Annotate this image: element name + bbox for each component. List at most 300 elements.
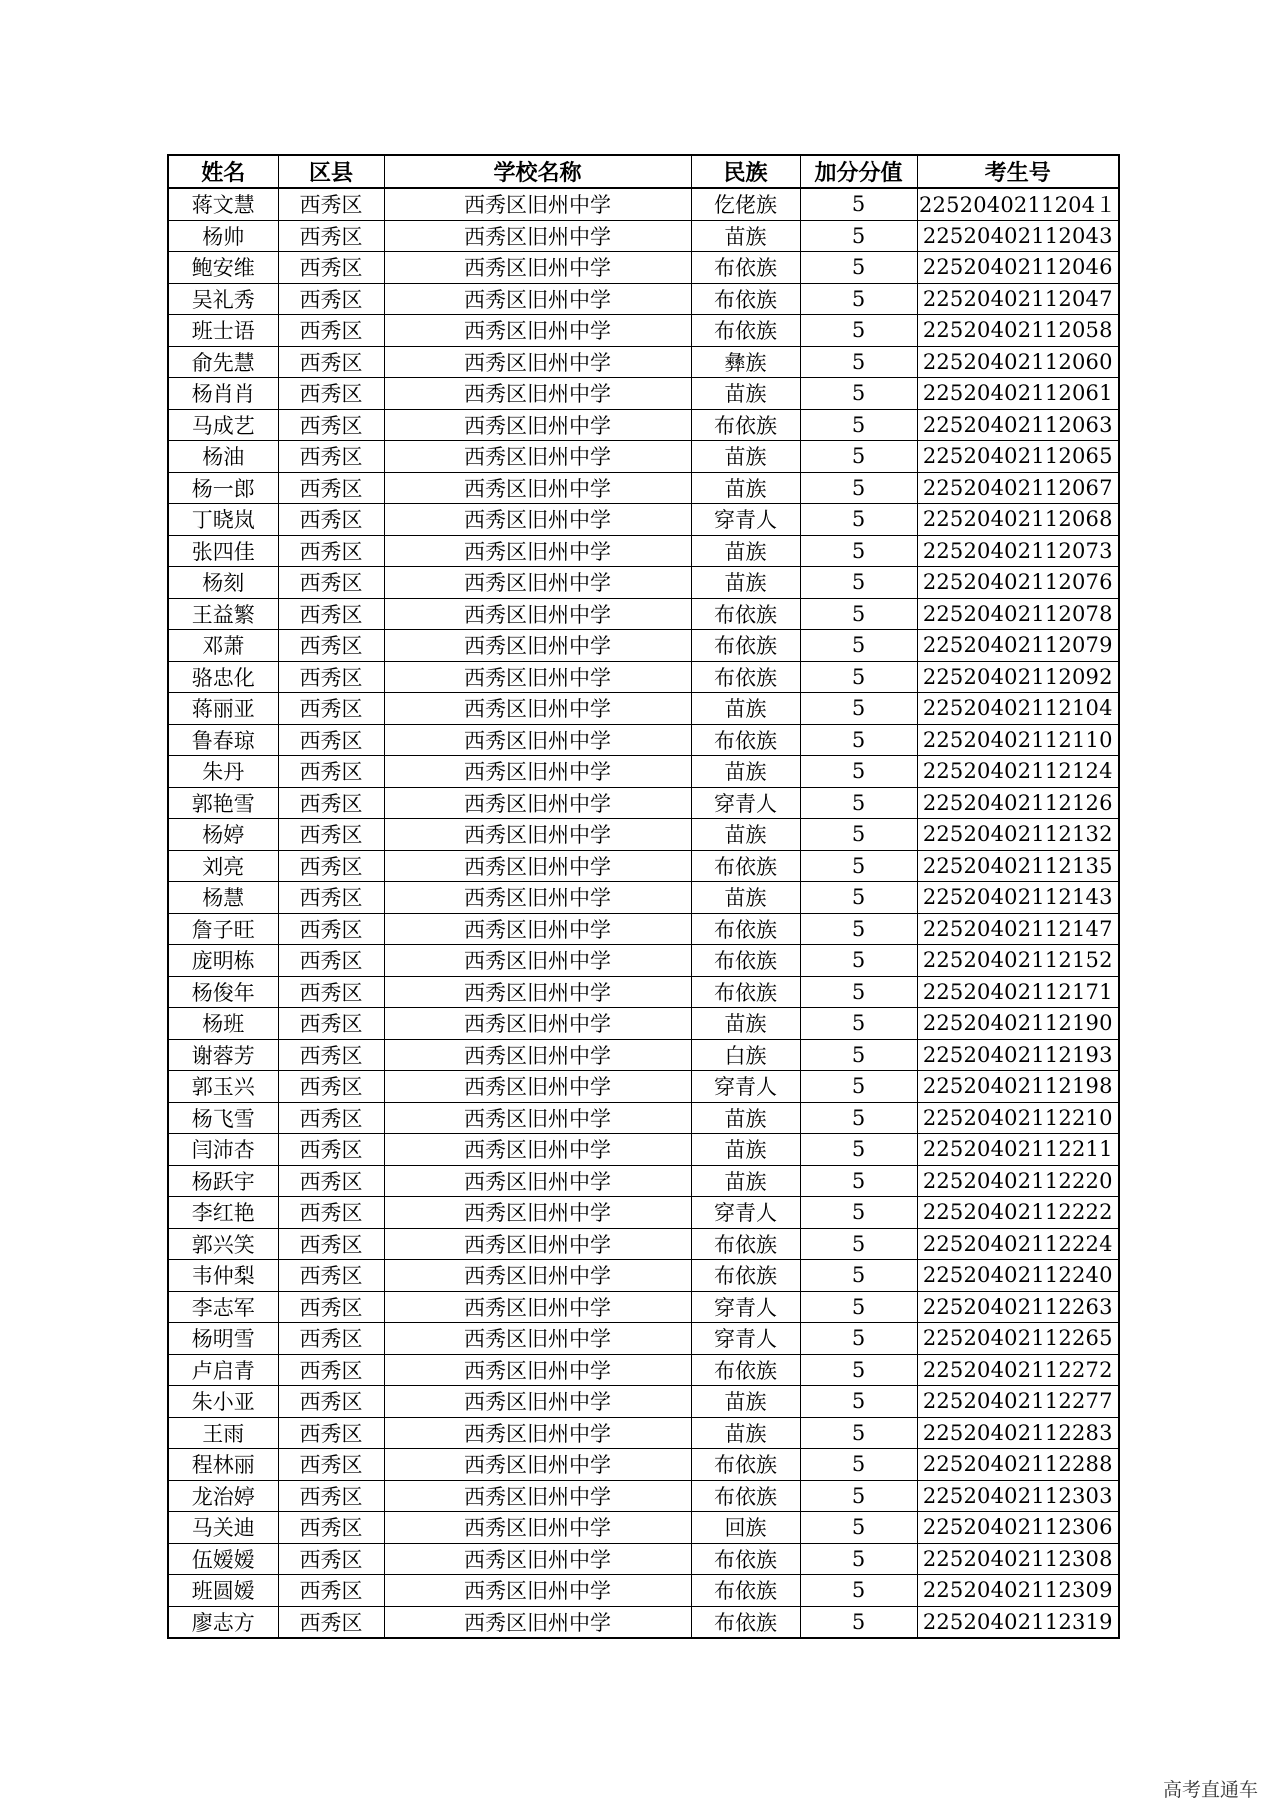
cell-exam-number: 22520402112211	[917, 1134, 1119, 1166]
cell-school: 西秀区旧州中学	[384, 1386, 691, 1418]
cell-name: 杨婷	[168, 819, 278, 851]
header-school: 学校名称	[384, 155, 691, 188]
cell-school: 西秀区旧州中学	[384, 1291, 691, 1323]
cell-exam-number: 22520402112222	[917, 1197, 1119, 1229]
cell-name: 张四佳	[168, 535, 278, 567]
cell-ethnicity: 仡佬族	[691, 188, 800, 220]
cell-bonus: 5	[800, 188, 917, 220]
cell-school: 西秀区旧州中学	[384, 472, 691, 504]
cell-bonus: 5	[800, 409, 917, 441]
table-row	[168, 976, 1119, 1008]
cell-district: 西秀区	[278, 283, 384, 315]
cell-district: 西秀区	[278, 1260, 384, 1292]
cell-bonus: 5	[800, 535, 917, 567]
cell-exam-number: 22520402112220	[917, 1165, 1119, 1197]
cell-bonus: 5	[800, 756, 917, 788]
cell-exam-number: 22520402112065	[917, 441, 1119, 473]
cell-school: 西秀区旧州中学	[384, 188, 691, 220]
table-row	[168, 1008, 1119, 1040]
cell-name: 郭艳雪	[168, 787, 278, 819]
table-row	[168, 724, 1119, 756]
cell-district: 西秀区	[278, 661, 384, 693]
cell-exam-number: 22520402112147	[917, 913, 1119, 945]
cell-name: 杨班	[168, 1008, 278, 1040]
table-row	[168, 378, 1119, 410]
cell-name: 鲁春琼	[168, 724, 278, 756]
student-bonus-table	[167, 154, 1120, 1639]
cell-name: 班圆嫒	[168, 1575, 278, 1607]
table-row	[168, 315, 1119, 347]
cell-school: 西秀区旧州中学	[384, 598, 691, 630]
cell-school: 西秀区旧州中学	[384, 1260, 691, 1292]
cell-exam-number: 22520402112063	[917, 409, 1119, 441]
cell-ethnicity: 苗族	[691, 1386, 800, 1418]
cell-bonus: 5	[800, 504, 917, 536]
cell-ethnicity: 布依族	[691, 1354, 800, 1386]
header-name: 姓名	[168, 155, 278, 188]
cell-ethnicity: 布依族	[691, 1228, 800, 1260]
cell-ethnicity: 穿青人	[691, 1197, 800, 1229]
cell-exam-number: 22520402112126	[917, 787, 1119, 819]
table-row	[168, 630, 1119, 662]
cell-bonus: 5	[800, 1008, 917, 1040]
cell-exam-number: 22520402112067	[917, 472, 1119, 504]
cell-ethnicity: 布依族	[691, 630, 800, 662]
cell-ethnicity: 布依族	[691, 850, 800, 882]
cell-ethnicity: 苗族	[691, 1102, 800, 1134]
cell-name: 马关迪	[168, 1512, 278, 1544]
cell-name: 杨俊年	[168, 976, 278, 1008]
cell-ethnicity: 布依族	[691, 1480, 800, 1512]
cell-ethnicity: 彝族	[691, 346, 800, 378]
cell-district: 西秀区	[278, 693, 384, 725]
cell-exam-number: 22520402112143	[917, 882, 1119, 914]
table-row	[168, 913, 1119, 945]
cell-exam-number: 22520402112104	[917, 693, 1119, 725]
table-row	[168, 346, 1119, 378]
watermark: 高考直通车	[1162, 1779, 1258, 1801]
cell-exam-number: 22520402112068	[917, 504, 1119, 536]
cell-district: 西秀区	[278, 346, 384, 378]
cell-name: 杨帅	[168, 220, 278, 252]
table-row	[168, 1449, 1119, 1481]
cell-name: 朱丹	[168, 756, 278, 788]
cell-school: 西秀区旧州中学	[384, 945, 691, 977]
cell-district: 西秀区	[278, 252, 384, 284]
cell-exam-number: 22520402112198	[917, 1071, 1119, 1103]
cell-bonus: 5	[800, 567, 917, 599]
cell-exam-number: 22520402112272	[917, 1354, 1119, 1386]
cell-exam-number: 22520402112240	[917, 1260, 1119, 1292]
cell-district: 西秀区	[278, 1228, 384, 1260]
cell-bonus: 5	[800, 1102, 917, 1134]
cell-ethnicity: 布依族	[691, 913, 800, 945]
cell-ethnicity: 布依族	[691, 1449, 800, 1481]
cell-name: 俞先慧	[168, 346, 278, 378]
cell-ethnicity: 白族	[691, 1039, 800, 1071]
cell-ethnicity: 苗族	[691, 882, 800, 914]
table-row	[168, 1480, 1119, 1512]
cell-name: 马成艺	[168, 409, 278, 441]
cell-school: 西秀区旧州中学	[384, 1323, 691, 1355]
cell-bonus: 5	[800, 693, 917, 725]
table-row	[168, 252, 1119, 284]
cell-name: 龙治婷	[168, 1480, 278, 1512]
cell-exam-number: 22520402112078	[917, 598, 1119, 630]
table-row	[168, 787, 1119, 819]
table-row	[168, 882, 1119, 914]
cell-ethnicity: 苗族	[691, 756, 800, 788]
cell-school: 西秀区旧州中学	[384, 1480, 691, 1512]
cell-exam-number: 22520402112132	[917, 819, 1119, 851]
table-row	[168, 1543, 1119, 1575]
cell-district: 西秀区	[278, 1543, 384, 1575]
cell-name: 郭兴笑	[168, 1228, 278, 1260]
cell-ethnicity: 苗族	[691, 1417, 800, 1449]
cell-district: 西秀区	[278, 787, 384, 819]
cell-school: 西秀区旧州中学	[384, 567, 691, 599]
table-row	[168, 1575, 1119, 1607]
cell-district: 西秀区	[278, 1449, 384, 1481]
cell-name: 廖志方	[168, 1606, 278, 1638]
cell-exam-number: 22520402112224	[917, 1228, 1119, 1260]
cell-school: 西秀区旧州中学	[384, 1134, 691, 1166]
cell-district: 西秀区	[278, 441, 384, 473]
cell-name: 程林丽	[168, 1449, 278, 1481]
cell-bonus: 5	[800, 850, 917, 882]
cell-ethnicity: 穿青人	[691, 1323, 800, 1355]
cell-bonus: 5	[800, 819, 917, 851]
cell-district: 西秀区	[278, 535, 384, 567]
table-row	[168, 283, 1119, 315]
cell-school: 西秀区旧州中学	[384, 976, 691, 1008]
table-row	[168, 409, 1119, 441]
cell-school: 西秀区旧州中学	[384, 630, 691, 662]
cell-district: 西秀区	[278, 1512, 384, 1544]
cell-exam-number: 22520402112308	[917, 1543, 1119, 1575]
cell-name: 詹子旺	[168, 913, 278, 945]
cell-school: 西秀区旧州中学	[384, 1543, 691, 1575]
cell-district: 西秀区	[278, 1197, 384, 1229]
table-row	[168, 661, 1119, 693]
cell-school: 西秀区旧州中学	[384, 535, 691, 567]
cell-name: 郭玉兴	[168, 1071, 278, 1103]
cell-bonus: 5	[800, 378, 917, 410]
cell-name: 庞明栋	[168, 945, 278, 977]
cell-ethnicity: 苗族	[691, 567, 800, 599]
cell-ethnicity: 布依族	[691, 598, 800, 630]
cell-exam-number: 22520402112303	[917, 1480, 1119, 1512]
cell-school: 西秀区旧州中学	[384, 850, 691, 882]
cell-district: 西秀区	[278, 598, 384, 630]
cell-name: 杨跃宇	[168, 1165, 278, 1197]
cell-bonus: 5	[800, 976, 917, 1008]
cell-name: 蒋丽亚	[168, 693, 278, 725]
table-row	[168, 598, 1119, 630]
cell-school: 西秀区旧州中学	[384, 1008, 691, 1040]
cell-district: 西秀区	[278, 1134, 384, 1166]
cell-bonus: 5	[800, 220, 917, 252]
cell-district: 西秀区	[278, 1039, 384, 1071]
cell-school: 西秀区旧州中学	[384, 1512, 691, 1544]
cell-exam-number: 22520402112092	[917, 661, 1119, 693]
cell-ethnicity: 布依族	[691, 1575, 800, 1607]
cell-bonus: 5	[800, 1323, 917, 1355]
table-row	[168, 693, 1119, 725]
table-row	[168, 1071, 1119, 1103]
cell-district: 西秀区	[278, 567, 384, 599]
cell-exam-number: 22520402112060	[917, 346, 1119, 378]
table-row	[168, 567, 1119, 599]
cell-exam-number: 22520402112046	[917, 252, 1119, 284]
cell-district: 西秀区	[278, 945, 384, 977]
cell-exam-number: 22520402112073	[917, 535, 1119, 567]
cell-school: 西秀区旧州中学	[384, 1354, 691, 1386]
cell-district: 西秀区	[278, 409, 384, 441]
cell-name: 刘亮	[168, 850, 278, 882]
cell-bonus: 5	[800, 598, 917, 630]
cell-district: 西秀区	[278, 220, 384, 252]
table-row	[168, 1102, 1119, 1134]
cell-exam-number: 22520402112043	[917, 220, 1119, 252]
cell-bonus: 5	[800, 252, 917, 284]
cell-school: 西秀区旧州中学	[384, 1575, 691, 1607]
cell-school: 西秀区旧州中学	[384, 1039, 691, 1071]
cell-ethnicity: 苗族	[691, 535, 800, 567]
cell-ethnicity: 苗族	[691, 819, 800, 851]
table-row	[168, 1197, 1119, 1229]
cell-ethnicity: 回族	[691, 1512, 800, 1544]
cell-district: 西秀区	[278, 882, 384, 914]
table-row	[168, 1512, 1119, 1544]
cell-district: 西秀区	[278, 472, 384, 504]
cell-name: 丁晓岚	[168, 504, 278, 536]
cell-name: 杨明雪	[168, 1323, 278, 1355]
cell-bonus: 5	[800, 346, 917, 378]
header-district: 区县	[278, 155, 384, 188]
table-row	[168, 504, 1119, 536]
cell-district: 西秀区	[278, 756, 384, 788]
cell-district: 西秀区	[278, 378, 384, 410]
cell-exam-number: 22520402112110	[917, 724, 1119, 756]
cell-exam-number: 22520402112277	[917, 1386, 1119, 1418]
cell-exam-number: 2252040211204１	[917, 188, 1119, 220]
cell-bonus: 5	[800, 1260, 917, 1292]
table-row	[168, 441, 1119, 473]
cell-bonus: 5	[800, 1386, 917, 1418]
cell-name: 韦仲梨	[168, 1260, 278, 1292]
cell-school: 西秀区旧州中学	[384, 220, 691, 252]
cell-ethnicity: 布依族	[691, 1543, 800, 1575]
cell-bonus: 5	[800, 1228, 917, 1260]
cell-bonus: 5	[800, 1417, 917, 1449]
cell-ethnicity: 穿青人	[691, 1071, 800, 1103]
table-row	[168, 1260, 1119, 1292]
cell-district: 西秀区	[278, 630, 384, 662]
cell-district: 西秀区	[278, 1323, 384, 1355]
cell-school: 西秀区旧州中学	[384, 693, 691, 725]
cell-school: 西秀区旧州中学	[384, 283, 691, 315]
cell-ethnicity: 苗族	[691, 1165, 800, 1197]
cell-name: 李红艳	[168, 1197, 278, 1229]
cell-name: 班士语	[168, 315, 278, 347]
cell-school: 西秀区旧州中学	[384, 1606, 691, 1638]
cell-bonus: 5	[800, 1449, 917, 1481]
cell-bonus: 5	[800, 1575, 917, 1607]
cell-ethnicity: 穿青人	[691, 1291, 800, 1323]
cell-exam-number: 22520402112210	[917, 1102, 1119, 1134]
table-row	[168, 850, 1119, 882]
cell-bonus: 5	[800, 661, 917, 693]
cell-ethnicity: 布依族	[691, 1606, 800, 1638]
cell-district: 西秀区	[278, 1165, 384, 1197]
table-row	[168, 1606, 1119, 1638]
cell-name: 朱小亚	[168, 1386, 278, 1418]
cell-ethnicity: 布依族	[691, 1260, 800, 1292]
cell-name: 杨飞雪	[168, 1102, 278, 1134]
cell-school: 西秀区旧州中学	[384, 724, 691, 756]
cell-name: 王雨	[168, 1417, 278, 1449]
cell-ethnicity: 布依族	[691, 315, 800, 347]
cell-exam-number: 22520402112061	[917, 378, 1119, 410]
cell-exam-number: 22520402112193	[917, 1039, 1119, 1071]
cell-district: 西秀区	[278, 1354, 384, 1386]
cell-ethnicity: 苗族	[691, 220, 800, 252]
cell-bonus: 5	[800, 1512, 917, 1544]
cell-exam-number: 22520402112263	[917, 1291, 1119, 1323]
cell-district: 西秀区	[278, 1071, 384, 1103]
cell-exam-number: 22520402112076	[917, 567, 1119, 599]
table-row	[168, 1039, 1119, 1071]
cell-school: 西秀区旧州中学	[384, 252, 691, 284]
cell-ethnicity: 布依族	[691, 976, 800, 1008]
cell-exam-number: 22520402112135	[917, 850, 1119, 882]
cell-district: 西秀区	[278, 850, 384, 882]
table-row	[168, 188, 1119, 220]
cell-bonus: 5	[800, 1291, 917, 1323]
cell-district: 西秀区	[278, 504, 384, 536]
cell-name: 谢蓉芳	[168, 1039, 278, 1071]
cell-district: 西秀区	[278, 1606, 384, 1638]
cell-exam-number: 22520402112306	[917, 1512, 1119, 1544]
table-row	[168, 1134, 1119, 1166]
cell-exam-number: 22520402112152	[917, 945, 1119, 977]
table-row	[168, 945, 1119, 977]
cell-exam-number: 22520402112171	[917, 976, 1119, 1008]
cell-exam-number: 22520402112190	[917, 1008, 1119, 1040]
cell-exam-number: 22520402112283	[917, 1417, 1119, 1449]
cell-name: 邓萧	[168, 630, 278, 662]
cell-bonus: 5	[800, 441, 917, 473]
cell-bonus: 5	[800, 1354, 917, 1386]
cell-ethnicity: 布依族	[691, 661, 800, 693]
cell-district: 西秀区	[278, 1417, 384, 1449]
table-row	[168, 1386, 1119, 1418]
cell-name: 杨一郎	[168, 472, 278, 504]
header-ethnicity: 民族	[691, 155, 800, 188]
cell-exam-number: 22520402112288	[917, 1449, 1119, 1481]
cell-district: 西秀区	[278, 1008, 384, 1040]
cell-district: 西秀区	[278, 1575, 384, 1607]
table-header-row	[168, 155, 1119, 188]
cell-school: 西秀区旧州中学	[384, 346, 691, 378]
cell-name: 卢启青	[168, 1354, 278, 1386]
cell-name: 吴礼秀	[168, 283, 278, 315]
cell-bonus: 5	[800, 787, 917, 819]
cell-bonus: 5	[800, 724, 917, 756]
cell-bonus: 5	[800, 945, 917, 977]
cell-bonus: 5	[800, 882, 917, 914]
cell-name: 鲍安维	[168, 252, 278, 284]
cell-bonus: 5	[800, 1543, 917, 1575]
cell-name: 王益繁	[168, 598, 278, 630]
cell-ethnicity: 穿青人	[691, 504, 800, 536]
cell-school: 西秀区旧州中学	[384, 1071, 691, 1103]
cell-exam-number: 22520402112319	[917, 1606, 1119, 1638]
cell-ethnicity: 苗族	[691, 693, 800, 725]
cell-bonus: 5	[800, 1071, 917, 1103]
table-row	[168, 1165, 1119, 1197]
cell-name: 杨慧	[168, 882, 278, 914]
cell-ethnicity: 苗族	[691, 1008, 800, 1040]
cell-name: 杨肖肖	[168, 378, 278, 410]
cell-district: 西秀区	[278, 724, 384, 756]
cell-bonus: 5	[800, 1134, 917, 1166]
cell-school: 西秀区旧州中学	[384, 378, 691, 410]
cell-district: 西秀区	[278, 1480, 384, 1512]
cell-district: 西秀区	[278, 315, 384, 347]
table-row	[168, 1417, 1119, 1449]
cell-school: 西秀区旧州中学	[384, 504, 691, 536]
cell-bonus: 5	[800, 1480, 917, 1512]
cell-school: 西秀区旧州中学	[384, 756, 691, 788]
cell-district: 西秀区	[278, 188, 384, 220]
cell-bonus: 5	[800, 1606, 917, 1638]
table-row	[168, 472, 1119, 504]
cell-ethnicity: 布依族	[691, 283, 800, 315]
cell-district: 西秀区	[278, 976, 384, 1008]
cell-school: 西秀区旧州中学	[384, 1197, 691, 1229]
cell-bonus: 5	[800, 1039, 917, 1071]
cell-ethnicity: 苗族	[691, 441, 800, 473]
cell-school: 西秀区旧州中学	[384, 1102, 691, 1134]
cell-exam-number: 22520402112047	[917, 283, 1119, 315]
cell-bonus: 5	[800, 283, 917, 315]
cell-district: 西秀区	[278, 1102, 384, 1134]
cell-bonus: 5	[800, 630, 917, 662]
table-row	[168, 1291, 1119, 1323]
table-row	[168, 220, 1119, 252]
header-exam-number: 考生号	[917, 155, 1119, 188]
cell-ethnicity: 布依族	[691, 252, 800, 284]
cell-bonus: 5	[800, 1197, 917, 1229]
cell-bonus: 5	[800, 315, 917, 347]
cell-ethnicity: 布依族	[691, 945, 800, 977]
cell-ethnicity: 布依族	[691, 409, 800, 441]
cell-bonus: 5	[800, 1165, 917, 1197]
table-row	[168, 756, 1119, 788]
table-row	[168, 1354, 1119, 1386]
cell-school: 西秀区旧州中学	[384, 1165, 691, 1197]
cell-school: 西秀区旧州中学	[384, 441, 691, 473]
cell-exam-number: 22520402112124	[917, 756, 1119, 788]
cell-district: 西秀区	[278, 1291, 384, 1323]
cell-exam-number: 22520402112079	[917, 630, 1119, 662]
table-row	[168, 1228, 1119, 1260]
cell-ethnicity: 穿青人	[691, 787, 800, 819]
cell-school: 西秀区旧州中学	[384, 913, 691, 945]
cell-school: 西秀区旧州中学	[384, 1228, 691, 1260]
